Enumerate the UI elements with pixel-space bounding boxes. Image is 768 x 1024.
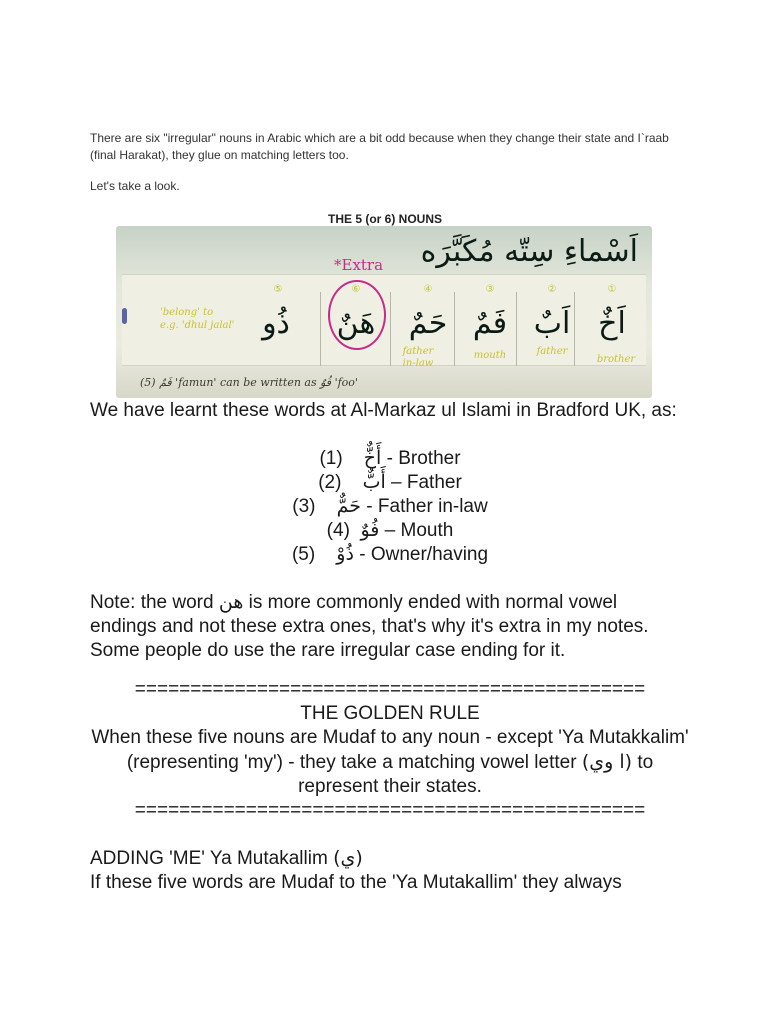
intro-paragraph: There are six "irregular" nouns in Arabic which are a bit odd because when they change their state and I`raab (final Harakat), they glue on matching letters too. [90,131,669,162]
item-number: (5) [291,544,316,565]
figure-divider [390,292,391,366]
item-number: (3) [292,496,316,517]
list-item [90,470,690,494]
figure-caption: father [536,346,568,357]
item-meaning: – Father [391,472,462,493]
figure-marker [122,308,127,324]
figure-number: ① [607,284,617,295]
figure-number: ④ [423,284,433,295]
list-item [90,542,690,566]
figure-caption: brother [596,354,636,365]
item-arabic: أَبٌّ [362,471,386,493]
adding-section [90,846,680,895]
list-item [90,446,690,470]
golden-rule-title: THE GOLDEN RULE [300,703,480,724]
figure-word: هَنٌ [336,306,376,341]
figure-word: فَمٌ [472,306,508,341]
item-arabic: ذُوْ [336,543,354,565]
separator-line: ============================================== [134,800,646,821]
item-meaning: – Mouth [384,520,454,541]
figure-number: ③ [485,284,495,295]
item-number: (1) [319,448,343,469]
rule-letters: (ا وي) [581,751,633,773]
nouns-figure [116,226,652,398]
belong-note-line: 'belong' to [160,307,214,318]
note-rest: is more commonly ended with normal vowel endings and not these extra ones, that's why it's extra in my notes. Some people do use the rare irregular case ending for it. [90,592,649,661]
belong-note-line: e.g. 'dhul jalal' [160,320,235,331]
note-arabic-word: هن [218,591,244,613]
item-meaning: - Brother [386,448,461,469]
figure-word: ذُو [262,306,290,341]
figure-number: ② [547,284,557,295]
note-prefix: Note: the word [90,592,214,613]
figure-footnote: (5) فَمٌ 'famun' can be written as فُوٌ 'foo' [140,376,358,389]
figure-belong-note [160,306,234,332]
figure-extra-label: *Extra [334,256,384,274]
item-arabic: فُوٌ [360,519,380,541]
item-number: (2) [318,472,342,493]
list-item [90,494,690,518]
item-number: (4) [326,520,350,541]
look-line: Let's take a look. [90,179,180,193]
note-paragraph [90,590,680,663]
figure-word: اَبٌ [533,306,571,341]
nouns-list [90,446,690,566]
figure-heading: اَسْماءِ سِتّه مُكَبَّرَه [420,234,638,269]
rule-text-part: to represent their states. [298,752,654,797]
rule-text-part: When these five nouns are Mudaf to any noun - except 'Ya Mutakkalim' (representing 'my') - they take a matching vowel letter [91,727,689,773]
adding-title [90,846,680,871]
item-meaning: - Father in-law [366,496,488,517]
adding-text: If these five words are Mudaf to the 'Ya Mutakallim' they always [90,872,622,893]
golden-rule-text [90,726,690,799]
item-arabic: حَمٌّ [336,495,362,517]
adding-arabic: (ي) [333,847,363,869]
figure-caption: mouth [473,350,507,361]
figure-title: THE 5 (or 6) NOUNS [327,212,442,226]
figure-number: ⑤ [273,284,283,295]
learnt-paragraph: We have learnt these words at Al-Markaz ul Islami in Bradford UK, as: [90,400,677,421]
list-item [90,518,690,542]
figure-word: حَمٌ [408,306,448,341]
adding-title-text: ADDING 'ME' Ya Mutakallim [90,848,328,869]
figure-divider [320,292,321,366]
golden-rule-block [90,678,690,823]
figure-number: ⑥ [351,284,361,295]
item-arabic: أَخٌّ [363,447,382,469]
figure-caption: father in-law [402,346,434,369]
figure-word: اَخٌ [598,306,626,341]
separator-line: ============================================== [134,679,646,700]
item-meaning: - Owner/having [359,544,489,565]
